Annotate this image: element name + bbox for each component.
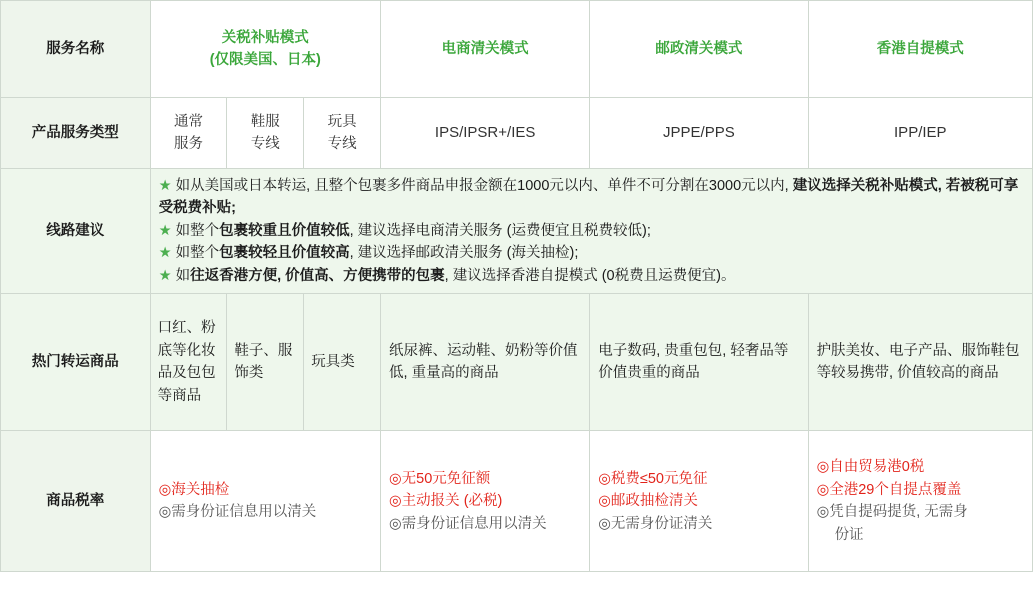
table-row-service-name <box>1 1 1033 98</box>
tax-line: ◎无需身份证清关 <box>598 515 713 532</box>
advice-plain2: , 建议选择电商清关服务 (运费便宜且税费较低); <box>349 222 651 239</box>
tax-line: ◎凭自提码提货, 无需身 <box>816 504 968 521</box>
tax-rate-cell-3 <box>808 431 1032 572</box>
table-row-tax-rate <box>1 431 1033 572</box>
advice-item-1 <box>159 220 1024 242</box>
star-icon: ★ <box>158 267 172 284</box>
advice-plain1: 如整个 <box>175 245 220 262</box>
advice-bold: 包裹较轻且价值较高 <box>219 245 350 262</box>
tax-line: ◎邮政抽检清关 <box>598 493 698 510</box>
hot-goods-cell-2: 玩具类 <box>304 294 381 431</box>
table-row-product-type <box>1 98 1033 169</box>
advice-item-3 <box>159 265 1024 287</box>
advice-item-2 <box>159 242 1024 264</box>
row-label-service-name: 服务名称 <box>1 1 151 98</box>
tax-line: 份证 <box>834 526 864 543</box>
tax-line: ◎自由贸易港0税 <box>816 459 925 476</box>
tax-line: ◎需身份证信息用以清关 <box>389 515 547 532</box>
service-header-hongkong-pickup <box>808 1 1032 98</box>
tax-line: ◎主动报关 (必税) <box>389 493 503 510</box>
tax-rate-cell-1 <box>381 431 590 572</box>
product-type-cell-2 <box>304 98 381 169</box>
product-type-line1: 鞋服 <box>250 113 280 130</box>
product-type-cell-1 <box>227 98 304 169</box>
hot-goods-cell-0: 口红、粉底等化妆品及包包等商品 <box>150 294 227 431</box>
advice-plain2: , 建议选择香港自提模式 (0税费且运费便宜)。 <box>444 267 736 284</box>
service-title-line1: 邮政清关模式 <box>655 40 743 57</box>
hot-goods-cell-5: 护肤美妆、电子产品、服饰鞋包等较易携带, 价值较高的商品 <box>808 294 1032 431</box>
advice-bold: 往返香港方便, 价值高、方便携带的包裹 <box>190 267 445 284</box>
service-title-line1: 关税补贴模式 <box>221 29 309 46</box>
advice-plain1: 如 <box>175 267 191 284</box>
advice-bold: 建议选择关税补贴模式, 若被税可享受税费补贴; <box>158 178 1019 217</box>
product-type-cell-0 <box>150 98 227 169</box>
advice-plain2: , 建议选择邮政清关服务 (海关抽检); <box>349 245 579 262</box>
service-title-line1: 电商清关模式 <box>441 40 529 57</box>
star-icon: ★ <box>158 178 172 194</box>
service-header-postal-clearance <box>590 1 808 98</box>
tax-line: ◎需身份证信息用以清关 <box>158 504 317 521</box>
tax-rate-cell-2 <box>590 431 808 572</box>
service-title-line1: 香港自提模式 <box>876 40 964 57</box>
service-header-tariff-subsidy <box>150 1 380 98</box>
table-row-route-advice <box>1 169 1033 294</box>
product-type-line2: 专线 <box>250 136 280 152</box>
advice-item-0 <box>159 175 1024 220</box>
product-type-cell-4: JPPE/PPS <box>590 98 808 169</box>
tax-line: ◎海关抽检 <box>158 481 230 498</box>
table-row-hot-goods <box>1 294 1033 431</box>
row-label-route-advice: 线路建议 <box>1 169 151 294</box>
product-type-line1: 玩具 <box>327 113 357 130</box>
tax-line: ◎无50元免征额 <box>389 470 491 487</box>
advice-plain1: 如从美国或日本转运, 且整个包裹多件商品申报金额在1000元以内、单件不可分割在3000元以内, <box>175 178 793 194</box>
star-icon: ★ <box>158 222 172 239</box>
tax-line: ◎税费≤50元免征 <box>598 470 708 487</box>
route-advice-content <box>150 169 1032 294</box>
hot-goods-cell-4: 电子数码, 贵重包包, 轻奢品等价值贵重的商品 <box>590 294 808 431</box>
service-header-ecommerce-clearance <box>381 1 590 98</box>
hot-goods-cell-1: 鞋子、服饰类 <box>227 294 304 431</box>
product-type-cell-3: IPS/IPSR+/IES <box>381 98 590 169</box>
advice-plain1: 如整个 <box>175 222 220 239</box>
product-type-cell-5: IPP/IEP <box>808 98 1032 169</box>
product-type-line2: 服务 <box>173 136 203 152</box>
tax-rate-cell-0 <box>150 431 380 572</box>
tax-line: ◎全港29个自提点覆盖 <box>816 481 962 498</box>
product-type-line2: 专线 <box>327 136 357 152</box>
service-title-line2: (仅限美国、日本) <box>209 52 321 68</box>
row-label-tax-rate: 商品税率 <box>1 431 151 572</box>
advice-bold: 包裹较重且价值较低 <box>219 222 350 239</box>
product-type-line1: 通常 <box>173 113 203 130</box>
star-icon: ★ <box>158 245 172 262</box>
hot-goods-cell-3: 纸尿裤、运动鞋、奶粉等价值低, 重量高的商品 <box>381 294 590 431</box>
row-label-hot-goods: 热门转运商品 <box>1 294 151 431</box>
row-label-product-type: 产品服务类型 <box>1 98 151 169</box>
